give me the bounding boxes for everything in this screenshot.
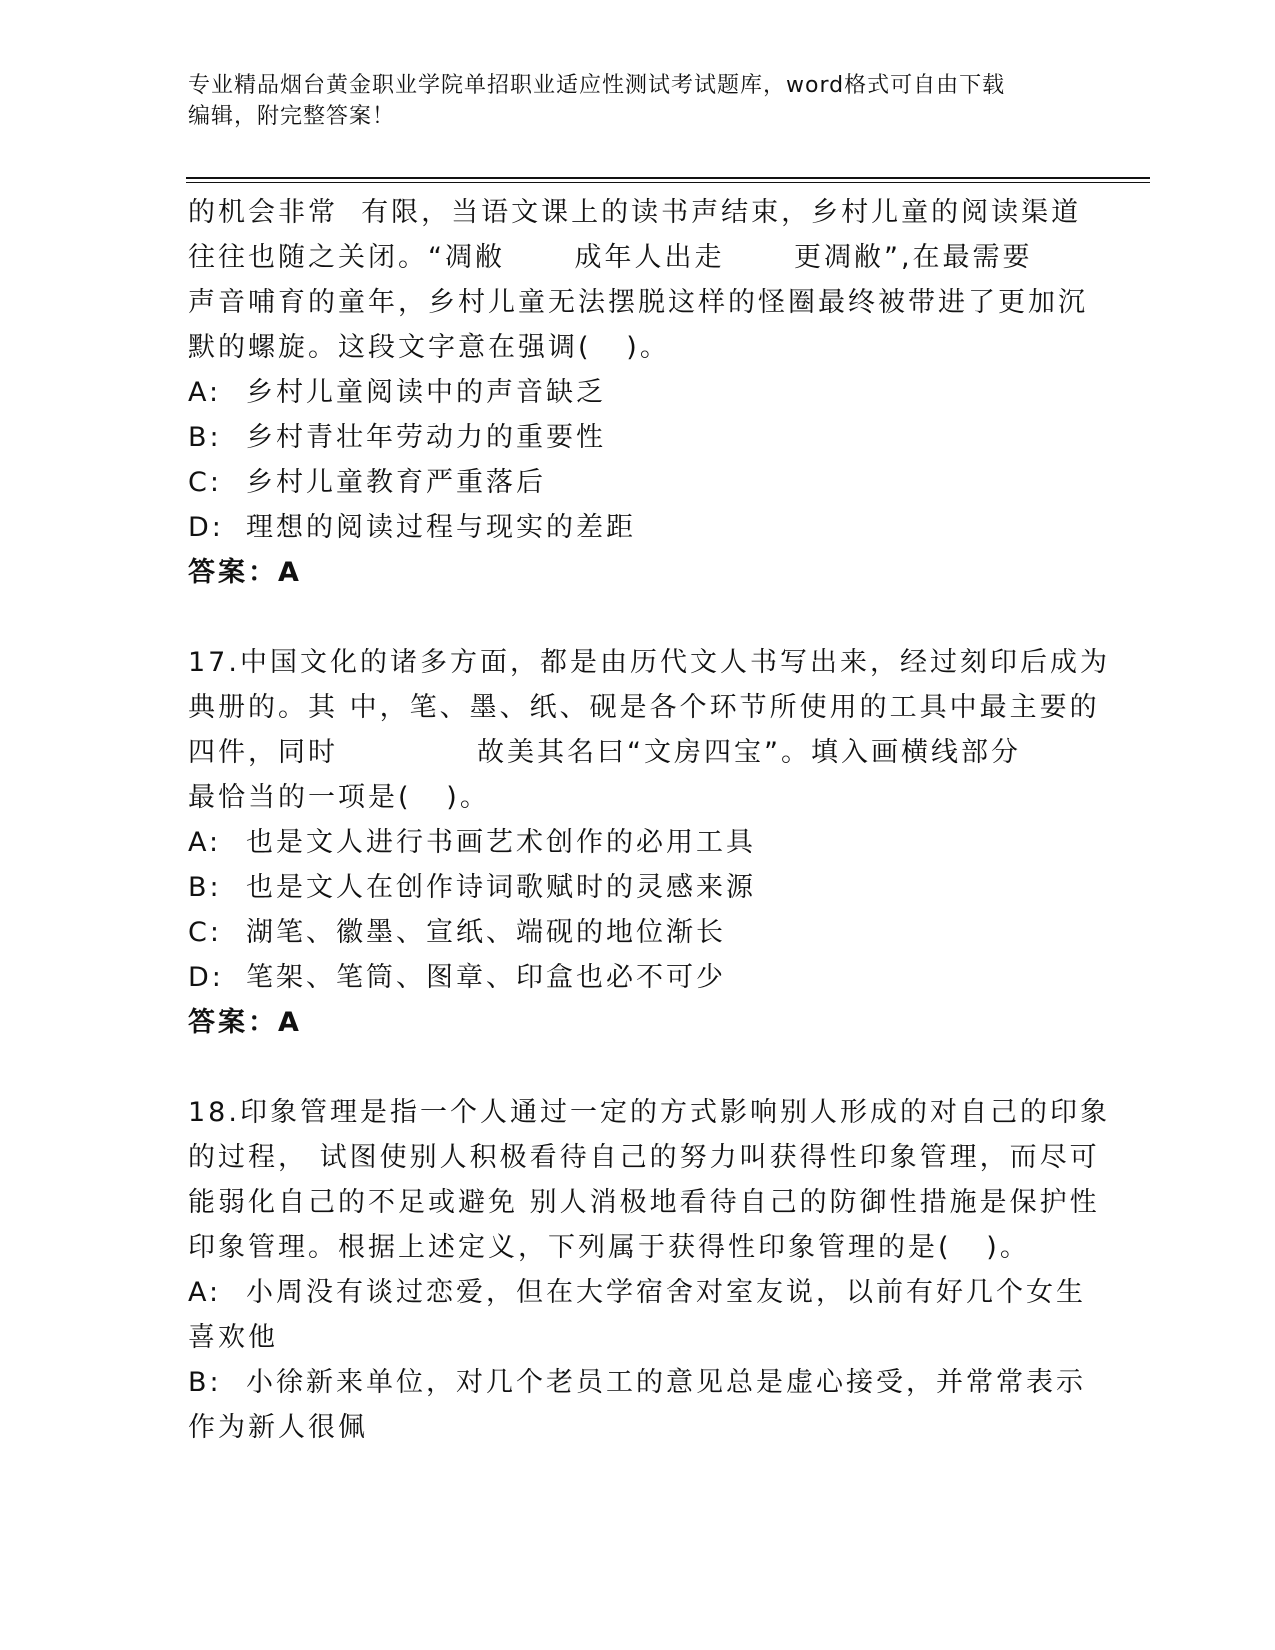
question-text-line: 默的螺旋。这段文字意在强调( )。 <box>188 332 670 363</box>
question-text-line: 的过程， 试图使别人积极看待自己的努力叫获得性印象管理，而尽可 <box>188 1142 1100 1173</box>
spacer <box>188 595 1088 640</box>
question-text-line: 17.中国文化的诸多方面，都是由历代文人书写出来，经过刻印后成为 <box>188 647 1110 678</box>
question-18 <box>188 1090 1110 1450</box>
header-rule-thick <box>186 177 1150 179</box>
option-b: B: 乡村青壮年劳动力的重要性 <box>188 422 606 453</box>
question-text-line: 最恰当的一项是( )。 <box>188 782 490 813</box>
answer: 答案：A <box>188 1007 302 1038</box>
question-17 <box>188 640 1110 1045</box>
spacer <box>188 1045 1088 1090</box>
question-16 <box>188 190 1088 595</box>
option-d: D: 理想的阅读过程与现实的差距 <box>188 512 636 543</box>
option-b: B: 也是文人在创作诗词歌赋时的灵感来源 <box>188 872 756 903</box>
option-a: A: 也是文人进行书画艺术创作的必用工具 <box>188 827 756 858</box>
question-text-line: 四件，同时 故美其名曰“文房四宝”。填入画横线部分 <box>188 737 1021 768</box>
question-text-line: 往往也随之关闭。“凋敝 成年人出走 更凋敝”,在最需要 <box>188 242 1033 273</box>
document-body <box>188 190 1110 1450</box>
question-text-line: 印象管理。根据上述定义，下列属于获得性印象管理的是( )。 <box>188 1232 1030 1263</box>
option-a-continuation: 喜欢他 <box>188 1322 278 1353</box>
header-line-2: 编辑，附完整答案！ <box>188 104 396 129</box>
question-text-line: 的机会非常 有限，当语文课上的读书声结束，乡村儿童的阅读渠道 <box>188 197 1082 228</box>
option-c: C: 乡村儿童教育严重落后 <box>188 467 546 498</box>
header-line-1: 专业精品烟台黄金职业学院单招职业适应性测试考试题库，word格式可自由下载 <box>188 73 1006 98</box>
option-a: A: 小周没有谈过恋爱，但在大学宿舍对室友说，以前有好几个女生 <box>188 1277 1086 1308</box>
page-header <box>188 70 1088 132</box>
question-text-line: 典册的。其 中，笔、墨、纸、砚是各个环节所使用的工具中最主要的 <box>188 692 1100 723</box>
question-text-line: 能弱化自己的不足或避免 别人消极地看待自己的防御性措施是保护性 <box>188 1187 1100 1218</box>
question-text-line: 18.印象管理是指一个人通过一定的方式影响别人形成的对自己的印象 <box>188 1097 1110 1128</box>
option-d: D: 笔架、笔筒、图章、印盒也必不可少 <box>188 962 726 993</box>
option-c: C: 湖笔、徽墨、宣纸、端砚的地位渐长 <box>188 917 726 948</box>
option-a: A: 乡村儿童阅读中的声音缺乏 <box>188 377 606 408</box>
answer: 答案：A <box>188 557 302 588</box>
option-b-continuation: 作为新人很佩 <box>188 1412 368 1443</box>
header-rule-thin <box>186 182 1150 183</box>
question-text-line: 声音哺育的童年，乡村儿童无法摆脱这样的怪圈最终被带进了更加沉 <box>188 287 1088 318</box>
option-b: B: 小徐新来单位，对几个老员工的意见总是虚心接受，并常常表示 <box>188 1367 1086 1398</box>
